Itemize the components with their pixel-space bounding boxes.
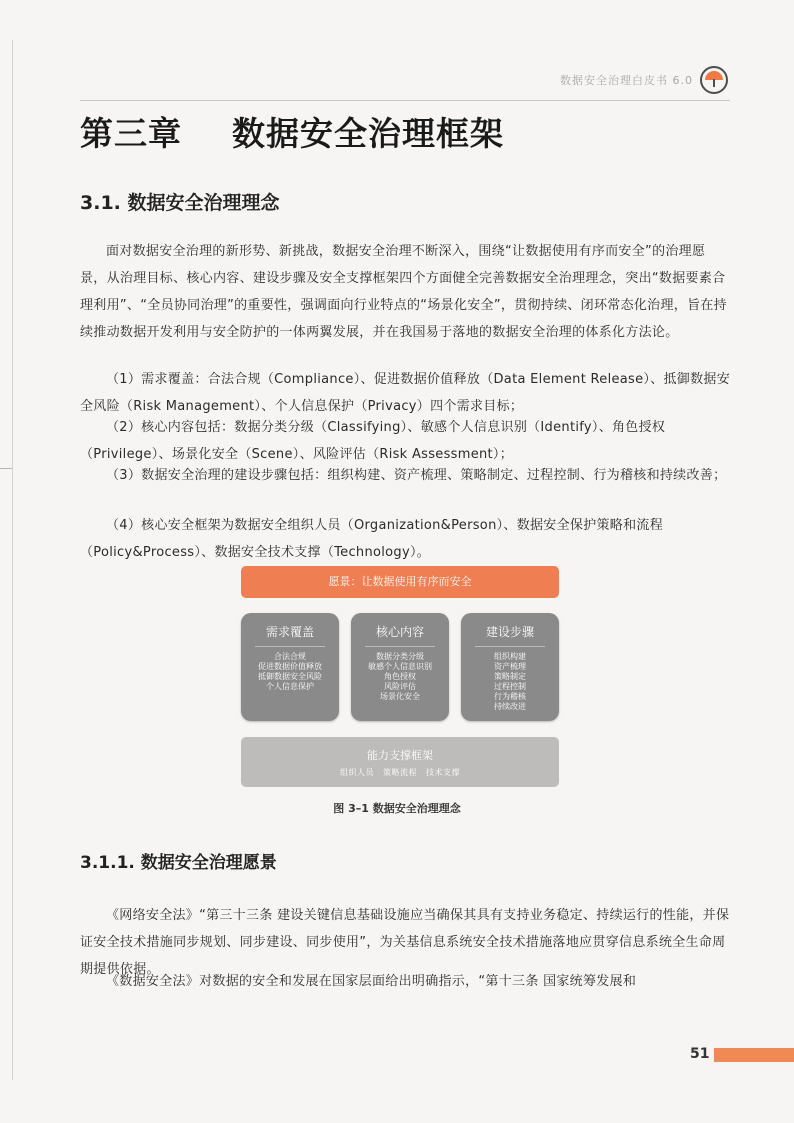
card-title: 需求覆盖 xyxy=(265,625,314,639)
capability-title: 能力支撑框架 xyxy=(367,749,433,762)
card-divider xyxy=(365,646,435,647)
demand-coverage-card xyxy=(241,613,339,721)
governance-concept-diagram xyxy=(241,566,559,790)
chapter-title: 第三章 数据安全治理框架 xyxy=(80,114,504,153)
card-item: 策略制定 xyxy=(494,672,526,681)
card-items xyxy=(461,652,559,712)
card-item: 资产梳理 xyxy=(494,662,526,671)
card-item: 促进数据价值释放 xyxy=(258,662,322,671)
capability-item: 组织人员 xyxy=(339,768,374,777)
card-item: 过程控制 xyxy=(494,682,526,691)
card-item: 场景化安全 xyxy=(380,692,420,701)
page-number: 51 xyxy=(690,1046,710,1062)
capability-item: 策略流程 xyxy=(383,768,417,777)
section-title: 3.1. 数据安全治理理念 xyxy=(80,192,280,214)
card-title: 核心内容 xyxy=(375,625,424,639)
card-divider xyxy=(255,646,325,647)
card-item: 持续改进 xyxy=(494,702,526,711)
capability-item: 技术支撑 xyxy=(426,768,461,777)
intro-paragraph: 面对数据安全治理的新形势、新挑战，数据安全治理不断深入，围绕“让数据使用有序而安全”的治理愿景，从治理目标、核心内容、建设步骤及安全支撑框架四个方面健全完善数据安全治理理念，突出“数据要素合理利用”、“全员协同治理”的重要性，强调面向行业特点的“场景化安全”，贯彻持续、闭环常态化治理，旨在持续推动数据开发利用与安全防护的一体两翼发展，并在我国易于落地的数据安全治理的体系化方法论。 xyxy=(80,244,727,340)
logo-handle xyxy=(713,79,715,87)
capability-items xyxy=(241,767,559,778)
card-item: 个人信息保护 xyxy=(266,682,314,691)
page-binding-edge xyxy=(12,40,13,1080)
page-accent-bar xyxy=(714,1048,794,1062)
card-item: 角色授权 xyxy=(384,672,416,681)
cybersecurity-law-paragraph: 《网络安全法》“第三十三条 建设关键信息基础设施应当确保其具有支持业务稳定、持续运行的性能，并保证安全技术措施同步规划、同步建设、同步使用”，为关基信息系统安全技术措施落地应贯穿信息系统全生命周期提供依据。 xyxy=(80,908,730,977)
running-header: 数据安全治理白皮书 6.0 xyxy=(560,74,693,87)
list-item-demand: （1）需求覆盖：合法合规（Compliance）、促进数据价值释放（Data Element Release）、抵御数据安全风险（Risk Management）、个人信息保护（Privacy）四个需求目标； xyxy=(80,372,731,414)
card-item: 行为稽核 xyxy=(494,692,526,701)
list-item-security-framework: （4）核心安全框架为数据安全组织人员（Organization&Person）、数据安全保护策略和流程（Policy&Process）、数据安全技术支撑（Technology）。 xyxy=(80,518,664,560)
card-item: 数据分类分级 xyxy=(376,652,424,661)
card-item: 抵御数据安全风险 xyxy=(258,672,322,681)
card-item: 风险评估 xyxy=(384,682,416,691)
card-divider xyxy=(475,646,545,647)
card-item: 组织构建 xyxy=(494,652,526,661)
page-fold-mark xyxy=(0,468,12,469)
vision-banner: 愿景：让数据使用有序而安全 xyxy=(241,566,559,598)
card-item: 敏感个人信息识别 xyxy=(368,662,432,671)
list-item-build-steps: （3）数据安全治理的建设步骤包括：组织构建、资产梳理、策略制定、过程控制、行为稽核和持续改善； xyxy=(106,468,727,483)
umbrella-logo-icon xyxy=(700,66,728,94)
data-security-law-paragraph: 《数据安全法》对数据的安全和发展在国家层面给出明确指示，“第十三条 国家统筹发展和 xyxy=(106,974,637,989)
card-items xyxy=(351,652,449,702)
build-steps-card xyxy=(461,613,559,721)
figure-caption: 图 3–1 数据安全治理理念 xyxy=(333,802,461,815)
subsection-title: 3.1.1. 数据安全治理愿景 xyxy=(80,853,277,873)
list-item-core-content: （2）核心内容包括：数据分类分级（Classifying）、敏感个人信息识别（Identify）、角色授权（Privilege）、场景化安全（Scene）、风险评估（Risk Assessment）； xyxy=(80,420,666,462)
card-item: 合法合规 xyxy=(274,652,306,661)
card-items xyxy=(241,652,339,692)
header-divider xyxy=(80,100,730,101)
capability-framework-bar xyxy=(241,737,559,787)
core-content-card xyxy=(351,613,449,721)
card-title: 建设步骤 xyxy=(485,625,534,639)
